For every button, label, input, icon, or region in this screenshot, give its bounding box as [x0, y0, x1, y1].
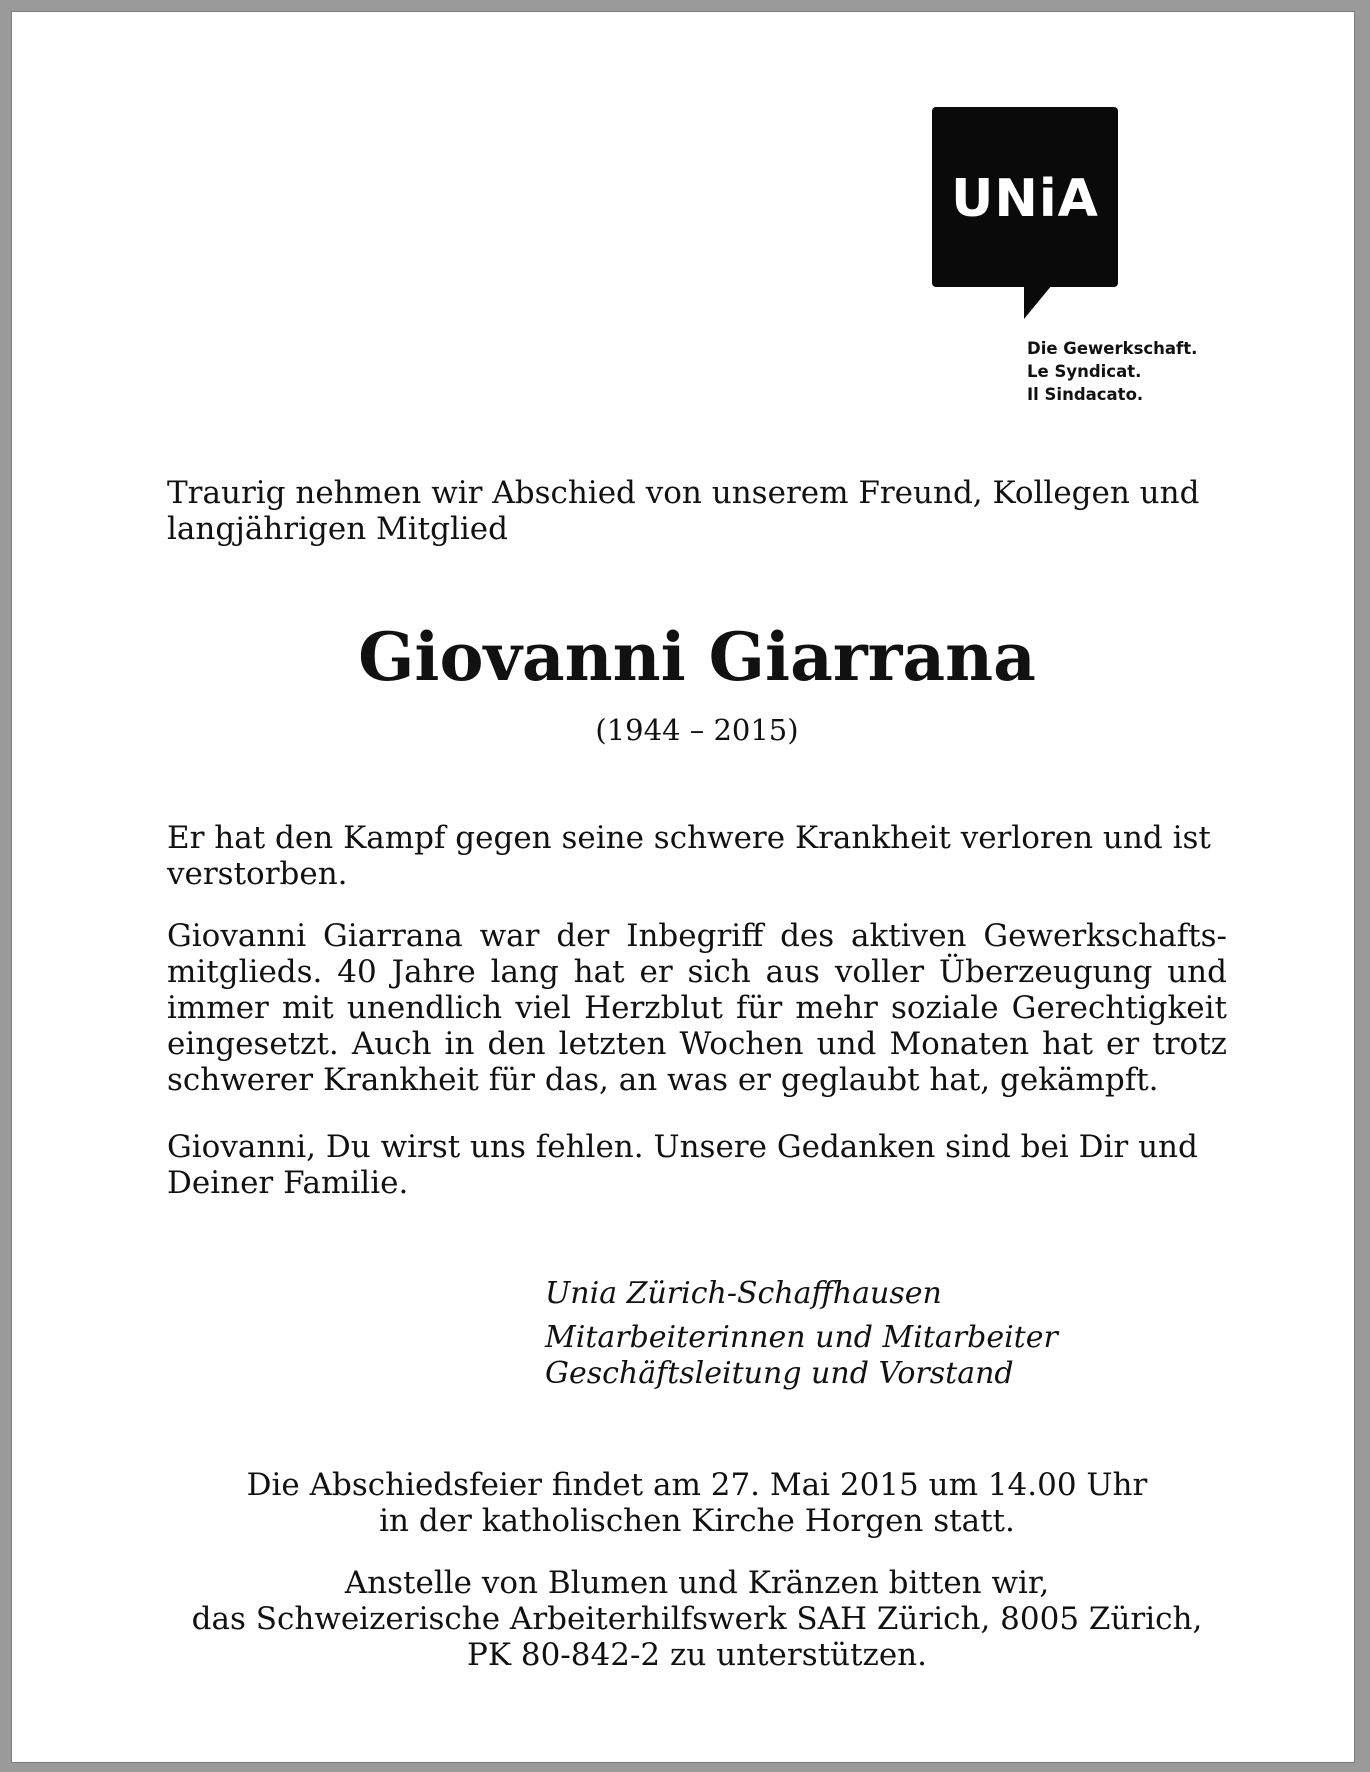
intro-text: Traurig nehmen wir Abschied von unserem Freund, Kollegen und langjährigen Mitglied: [167, 475, 1200, 547]
unia-logo: [932, 107, 1232, 427]
logo-bubble-tail: [1024, 285, 1052, 319]
ceremony-notice: [112, 1467, 1282, 1539]
signature-board: Geschäftsleitung und Vorstand: [545, 1356, 1014, 1391]
tagline-french: Le Syndicat.: [1027, 362, 1142, 381]
life-years: (1944 – 2015): [595, 713, 799, 747]
donation-line-2: das Schweizerische Arbeiterhilfswerk SAH Zürich, 8005 Zürich,: [191, 1601, 1203, 1637]
obituary-page: [12, 12, 1354, 1762]
donation-line-3: PK 80-842-2 zu unterstützen.: [466, 1637, 927, 1673]
deceased-name: Giovanni Giarrana: [358, 618, 1036, 696]
logo-speech-bubble: [932, 107, 1118, 287]
signature-staff: Mitarbeiterinnen und Mitarbeiter: [545, 1320, 1058, 1355]
paragraph-illness: Er hat den Kampf gegen seine schwere Krankheit verloren und ist verstorben.: [167, 820, 1211, 892]
ceremony-line-1: Die Abschiedsfeier findet am 27. Mai 2015 um 14.00 Uhr: [246, 1467, 1148, 1503]
donation-notice: [112, 1565, 1282, 1673]
signature-block: [545, 1276, 1058, 1392]
paragraph-tribute: Giovanni Giarrana war der Inbegriff des aktiven Gewerkschafts-mitglieds. 40 Jahre lang hat er sich aus voller Überzeugung und immer mit unendlich viel Herzblut für mehr soziale Gerechtigkeit eingesetzt. Auch in den letzten Wochen und Monaten hat er trotz schwerer Krankheit für das, an was er geglaubt hat, gekämpft.: [167, 918, 1227, 1098]
signature-organization: Unia Zürich-Schaffhausen: [545, 1276, 942, 1311]
tagline-german: Die Gewerkschaft.: [1027, 339, 1198, 358]
donation-line-1: Anstelle von Blumen und Kränzen bitten wir,: [344, 1565, 1050, 1601]
logo-wordmark: UNiA: [951, 169, 1099, 229]
logo-tagline: [1027, 337, 1197, 406]
ceremony-line-2: in der katholischen Kirche Horgen statt.: [379, 1503, 1015, 1539]
tagline-italian: Il Sindacato.: [1027, 385, 1144, 404]
paragraph-farewell: Giovanni, Du wirst uns fehlen. Unsere Gedanken sind bei Dir und Deiner Familie.: [167, 1129, 1198, 1201]
